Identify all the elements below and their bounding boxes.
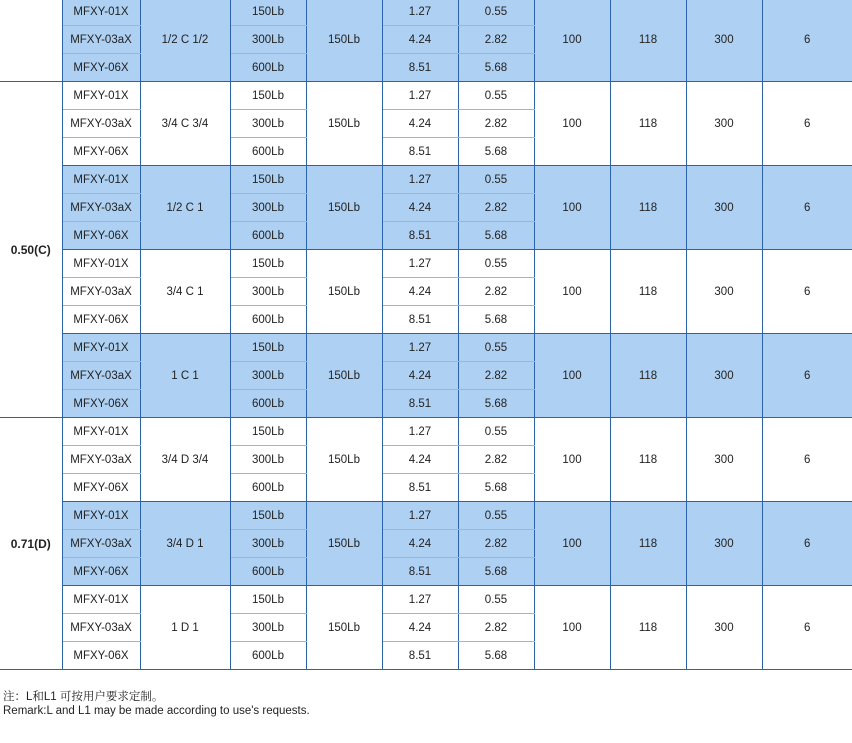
- value-cell-2: 0.55: [458, 502, 534, 530]
- pressure-cell: 300Lb: [230, 110, 306, 138]
- value-cell-1: 1.27: [382, 586, 458, 614]
- dim-cell-2: 118: [610, 586, 686, 670]
- dim-cell-2: 118: [610, 502, 686, 586]
- value-cell-1: 4.24: [382, 446, 458, 474]
- model-cell: MFXY-01X: [62, 166, 140, 194]
- pressure-cell: 300Lb: [230, 26, 306, 54]
- value-cell-1: 8.51: [382, 138, 458, 166]
- pressure-cell: 150Lb: [230, 0, 306, 26]
- value-cell-1: 8.51: [382, 54, 458, 82]
- table-row: [0, 250, 852, 278]
- dim-cell-1: 100: [534, 334, 610, 418]
- dim-cell-2: 118: [610, 82, 686, 166]
- pressure-cell: 150Lb: [230, 250, 306, 278]
- value-cell-1: 8.51: [382, 558, 458, 586]
- model-cell: MFXY-03aX: [62, 446, 140, 474]
- pressure-cell: 150Lb: [230, 166, 306, 194]
- value-cell-1: 8.51: [382, 474, 458, 502]
- model-cell: MFXY-06X: [62, 306, 140, 334]
- rating-cell: 150Lb: [306, 166, 382, 250]
- value-cell-1: 1.27: [382, 250, 458, 278]
- pressure-cell: 600Lb: [230, 306, 306, 334]
- value-cell-1: 4.24: [382, 362, 458, 390]
- model-cell: MFXY-03aX: [62, 26, 140, 54]
- pressure-cell: 150Lb: [230, 586, 306, 614]
- value-cell-2: 0.55: [458, 0, 534, 26]
- connection-cell: 3/4 D 3/4: [140, 418, 230, 502]
- connection-cell: 1 D 1: [140, 586, 230, 670]
- pressure-cell: 150Lb: [230, 82, 306, 110]
- dim-cell-2: 118: [610, 250, 686, 334]
- value-cell-2: 2.82: [458, 194, 534, 222]
- model-cell: MFXY-01X: [62, 0, 140, 26]
- value-cell-2: 2.82: [458, 362, 534, 390]
- pressure-cell: 300Lb: [230, 614, 306, 642]
- model-cell: MFXY-06X: [62, 54, 140, 82]
- value-cell-1: 1.27: [382, 334, 458, 362]
- dim-cell-2: 118: [610, 166, 686, 250]
- dim-cell-3: 300: [686, 586, 762, 670]
- connection-cell: 1/2 C 1/2: [140, 0, 230, 82]
- dim-cell-3: 300: [686, 0, 762, 82]
- value-cell-1: 4.24: [382, 110, 458, 138]
- size-cell: [0, 0, 62, 82]
- pressure-cell: 600Lb: [230, 138, 306, 166]
- value-cell-2: 0.55: [458, 166, 534, 194]
- dim-cell-3: 300: [686, 166, 762, 250]
- value-cell-1: 4.24: [382, 26, 458, 54]
- dim-cell-4: 6: [762, 250, 852, 334]
- pressure-cell: 300Lb: [230, 194, 306, 222]
- pressure-cell: 600Lb: [230, 642, 306, 670]
- connection-cell: 3/4 C 3/4: [140, 82, 230, 166]
- rating-cell: 150Lb: [306, 334, 382, 418]
- pressure-cell: 150Lb: [230, 418, 306, 446]
- value-cell-2: 5.68: [458, 54, 534, 82]
- rating-cell: 150Lb: [306, 502, 382, 586]
- dim-cell-1: 100: [534, 418, 610, 502]
- pressure-cell: 300Lb: [230, 278, 306, 306]
- connection-cell: 3/4 D 1: [140, 502, 230, 586]
- dim-cell-4: 6: [762, 82, 852, 166]
- value-cell-1: 1.27: [382, 502, 458, 530]
- dim-cell-3: 300: [686, 334, 762, 418]
- rating-cell: 150Lb: [306, 418, 382, 502]
- dim-cell-1: 100: [534, 250, 610, 334]
- dim-cell-3: 300: [686, 502, 762, 586]
- value-cell-2: 5.68: [458, 306, 534, 334]
- pressure-cell: 300Lb: [230, 446, 306, 474]
- dim-cell-1: 100: [534, 166, 610, 250]
- dim-cell-2: 118: [610, 418, 686, 502]
- remark-chinese: 注：L和L1 可按用户要求定制。: [3, 691, 164, 703]
- table-row: [0, 334, 852, 362]
- value-cell-2: 5.68: [458, 474, 534, 502]
- value-cell-1: 4.24: [382, 614, 458, 642]
- model-cell: MFXY-03aX: [62, 194, 140, 222]
- rating-cell: 150Lb: [306, 82, 382, 166]
- pressure-cell: 600Lb: [230, 558, 306, 586]
- value-cell-2: 0.55: [458, 418, 534, 446]
- rating-cell: 150Lb: [306, 250, 382, 334]
- model-cell: MFXY-06X: [62, 138, 140, 166]
- value-cell-1: 8.51: [382, 222, 458, 250]
- connection-cell: 1/2 C 1: [140, 166, 230, 250]
- model-cell: MFXY-03aX: [62, 530, 140, 558]
- value-cell-1: 1.27: [382, 166, 458, 194]
- dim-cell-3: 300: [686, 418, 762, 502]
- dim-cell-4: 6: [762, 334, 852, 418]
- table-row: [0, 418, 852, 446]
- model-cell: MFXY-01X: [62, 502, 140, 530]
- value-cell-2: 2.82: [458, 446, 534, 474]
- value-cell-2: 0.55: [458, 586, 534, 614]
- value-cell-2: 5.68: [458, 642, 534, 670]
- value-cell-2: 5.68: [458, 558, 534, 586]
- value-cell-1: 4.24: [382, 194, 458, 222]
- value-cell-1: 8.51: [382, 642, 458, 670]
- value-cell-2: 5.68: [458, 390, 534, 418]
- table-row: [0, 82, 852, 110]
- rating-cell: 150Lb: [306, 586, 382, 670]
- table-row: [0, 166, 852, 194]
- size-cell: 0.50(C): [0, 82, 62, 418]
- model-cell: MFXY-06X: [62, 390, 140, 418]
- table-row: [0, 0, 852, 26]
- dim-cell-4: 6: [762, 586, 852, 670]
- model-cell: MFXY-03aX: [62, 614, 140, 642]
- model-cell: MFXY-03aX: [62, 278, 140, 306]
- model-cell: MFXY-06X: [62, 222, 140, 250]
- value-cell-2: 0.55: [458, 82, 534, 110]
- pressure-cell: 300Lb: [230, 530, 306, 558]
- pressure-cell: 600Lb: [230, 474, 306, 502]
- pressure-cell: 300Lb: [230, 362, 306, 390]
- table-row: [0, 502, 852, 530]
- value-cell-2: 5.68: [458, 138, 534, 166]
- pressure-cell: 600Lb: [230, 222, 306, 250]
- dim-cell-1: 100: [534, 82, 610, 166]
- value-cell-2: 0.55: [458, 334, 534, 362]
- model-cell: MFXY-06X: [62, 474, 140, 502]
- model-cell: MFXY-06X: [62, 558, 140, 586]
- pressure-cell: 150Lb: [230, 334, 306, 362]
- dim-cell-4: 6: [762, 418, 852, 502]
- value-cell-2: 2.82: [458, 530, 534, 558]
- pressure-cell: 150Lb: [230, 502, 306, 530]
- dim-cell-1: 100: [534, 502, 610, 586]
- value-cell-2: 5.68: [458, 222, 534, 250]
- value-cell-1: 8.51: [382, 390, 458, 418]
- value-cell-2: 2.82: [458, 278, 534, 306]
- dim-cell-2: 118: [610, 334, 686, 418]
- value-cell-1: 1.27: [382, 418, 458, 446]
- model-cell: MFXY-01X: [62, 82, 140, 110]
- model-cell: MFXY-03aX: [62, 110, 140, 138]
- table-row: [0, 586, 852, 614]
- model-cell: MFXY-01X: [62, 418, 140, 446]
- value-cell-1: 8.51: [382, 306, 458, 334]
- value-cell-1: 4.24: [382, 530, 458, 558]
- dim-cell-1: 100: [534, 0, 610, 82]
- dim-cell-3: 300: [686, 82, 762, 166]
- dim-cell-1: 100: [534, 586, 610, 670]
- dim-cell-4: 6: [762, 502, 852, 586]
- connection-cell: 3/4 C 1: [140, 250, 230, 334]
- model-cell: MFXY-01X: [62, 250, 140, 278]
- dim-cell-2: 118: [610, 0, 686, 82]
- model-cell: MFXY-01X: [62, 586, 140, 614]
- value-cell-2: 2.82: [458, 110, 534, 138]
- value-cell-1: 1.27: [382, 0, 458, 26]
- model-cell: MFXY-01X: [62, 334, 140, 362]
- pressure-cell: 600Lb: [230, 390, 306, 418]
- value-cell-2: 0.55: [458, 250, 534, 278]
- value-cell-2: 2.82: [458, 614, 534, 642]
- pressure-cell: 600Lb: [230, 54, 306, 82]
- model-cell: MFXY-06X: [62, 642, 140, 670]
- dim-cell-3: 300: [686, 250, 762, 334]
- rating-cell: 150Lb: [306, 0, 382, 82]
- value-cell-1: 4.24: [382, 278, 458, 306]
- value-cell-2: 2.82: [458, 26, 534, 54]
- dim-cell-4: 6: [762, 166, 852, 250]
- model-cell: MFXY-03aX: [62, 362, 140, 390]
- size-cell: 0.71(D): [0, 418, 62, 670]
- connection-cell: 1 C 1: [140, 334, 230, 418]
- remark-english: Remark:L and L1 may be made according to use's requests.: [3, 705, 310, 717]
- dim-cell-4: 6: [762, 0, 852, 82]
- value-cell-1: 1.27: [382, 82, 458, 110]
